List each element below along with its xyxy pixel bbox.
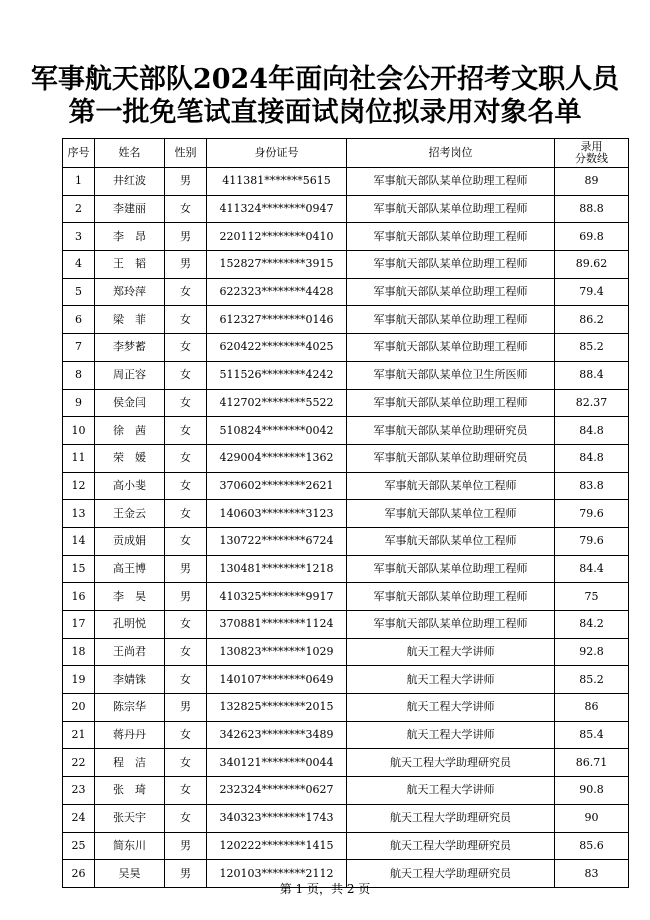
cell-position: 军事航天部队某单位助理工程师 (347, 334, 555, 362)
cell-id-number: 622323********4428 (207, 278, 347, 306)
cell-score: 89.62 (555, 251, 629, 279)
cell-id-number: 510824********0042 (207, 417, 347, 445)
cell-name: 吴昊 (95, 860, 165, 888)
cell-name: 李婧铢 (95, 666, 165, 694)
cell-score: 84.4 (555, 555, 629, 583)
cell-id-number: 620422********4025 (207, 334, 347, 362)
cell-seq: 20 (63, 694, 95, 722)
document-title-line1: 军事航天部队2024年面向社会公开招考文职人员 (30, 64, 620, 95)
cell-name: 李梦蓄 (95, 334, 165, 362)
cell-name: 孔明悦 (95, 611, 165, 639)
cell-id-number: 130823********1029 (207, 638, 347, 666)
cell-id-number: 612327********0146 (207, 306, 347, 334)
cell-name: 简东川 (95, 832, 165, 860)
cell-score: 85.2 (555, 334, 629, 362)
cell-score: 82.37 (555, 389, 629, 417)
cell-seq: 12 (63, 472, 95, 500)
cell-score: 83 (555, 860, 629, 888)
cell-seq: 15 (63, 555, 95, 583)
cell-name: 李 昊 (95, 583, 165, 611)
cell-position: 航天工程大学助理研究员 (347, 832, 555, 860)
cell-name: 梁 菲 (95, 306, 165, 334)
cell-gender: 女 (165, 417, 207, 445)
cell-position: 军事航天部队某单位助理工程师 (347, 195, 555, 223)
cell-score: 75 (555, 583, 629, 611)
cell-id-number: 120103********2112 (207, 860, 347, 888)
cell-gender: 女 (165, 361, 207, 389)
cell-gender: 男 (165, 555, 207, 583)
header-score (555, 139, 629, 168)
candidate-table (62, 138, 629, 888)
cell-id-number: 130722********6724 (207, 527, 347, 555)
header-name: 姓名 (95, 139, 165, 168)
cell-name: 陈宗华 (95, 694, 165, 722)
cell-id-number: 220112********0410 (207, 223, 347, 251)
cell-id-number: 132825********2015 (207, 694, 347, 722)
cell-id-number: 370602********2621 (207, 472, 347, 500)
page-indicator: 第 1 页，共 2 页 (279, 882, 371, 896)
cell-name: 蒋丹丹 (95, 721, 165, 749)
cell-gender: 男 (165, 832, 207, 860)
cell-name: 周正容 (95, 361, 165, 389)
cell-score: 83.8 (555, 472, 629, 500)
cell-gender: 女 (165, 721, 207, 749)
cell-position: 军事航天部队某单位助理研究员 (347, 444, 555, 472)
cell-name: 荣 媛 (95, 444, 165, 472)
table-row (63, 223, 629, 251)
cell-position: 航天工程大学讲师 (347, 694, 555, 722)
table-row (63, 334, 629, 362)
cell-gender: 女 (165, 666, 207, 694)
cell-seq: 19 (63, 666, 95, 694)
header-score-line1: 录用 (580, 140, 603, 153)
cell-seq: 17 (63, 611, 95, 639)
cell-id-number: 232324********0627 (207, 777, 347, 805)
table-row (63, 527, 629, 555)
cell-name: 张 琦 (95, 777, 165, 805)
cell-position: 航天工程大学讲师 (347, 666, 555, 694)
cell-name: 侯金闫 (95, 389, 165, 417)
cell-position: 航天工程大学讲师 (347, 721, 555, 749)
cell-seq: 25 (63, 832, 95, 860)
cell-seq: 1 (63, 168, 95, 196)
table-row (63, 500, 629, 528)
cell-seq: 21 (63, 721, 95, 749)
header-gender: 性别 (165, 139, 207, 168)
cell-score: 88.8 (555, 195, 629, 223)
table-row (63, 611, 629, 639)
cell-seq: 13 (63, 500, 95, 528)
table-header-row (63, 139, 629, 168)
cell-score: 79.6 (555, 500, 629, 528)
cell-seq: 5 (63, 278, 95, 306)
table-row (63, 168, 629, 196)
cell-id-number: 429004********1362 (207, 444, 347, 472)
table-row (63, 389, 629, 417)
cell-gender: 男 (165, 583, 207, 611)
cell-name: 高小斐 (95, 472, 165, 500)
cell-position: 军事航天部队某单位助理工程师 (347, 223, 555, 251)
cell-seq: 16 (63, 583, 95, 611)
cell-seq: 6 (63, 306, 95, 334)
table-row (63, 278, 629, 306)
cell-score: 86 (555, 694, 629, 722)
cell-id-number: 412702********5522 (207, 389, 347, 417)
cell-seq: 4 (63, 251, 95, 279)
cell-gender: 女 (165, 278, 207, 306)
table-row (63, 749, 629, 777)
cell-position: 军事航天部队某单位助理工程师 (347, 251, 555, 279)
table-row (63, 832, 629, 860)
cell-score: 85.6 (555, 832, 629, 860)
cell-id-number: 511526********4242 (207, 361, 347, 389)
table-row (63, 666, 629, 694)
header-id-number: 身份证号 (207, 139, 347, 168)
cell-seq: 3 (63, 223, 95, 251)
cell-gender: 女 (165, 527, 207, 555)
cell-position: 军事航天部队某单位助理工程师 (347, 611, 555, 639)
cell-position: 军事航天部队某单位助理工程师 (347, 555, 555, 583)
cell-gender: 女 (165, 749, 207, 777)
cell-gender: 女 (165, 638, 207, 666)
cell-gender: 男 (165, 168, 207, 196)
cell-position: 航天工程大学助理研究员 (347, 804, 555, 832)
cell-score: 79.6 (555, 527, 629, 555)
cell-id-number: 140107********0649 (207, 666, 347, 694)
cell-name: 井红波 (95, 168, 165, 196)
cell-score: 84.8 (555, 444, 629, 472)
cell-gender: 男 (165, 860, 207, 888)
cell-score: 86.71 (555, 749, 629, 777)
cell-score: 88.4 (555, 361, 629, 389)
header-position: 招考岗位 (347, 139, 555, 168)
cell-gender: 女 (165, 195, 207, 223)
cell-seq: 10 (63, 417, 95, 445)
cell-position: 航天工程大学助理研究员 (347, 749, 555, 777)
cell-name: 王 韬 (95, 251, 165, 279)
cell-gender: 男 (165, 251, 207, 279)
cell-seq: 2 (63, 195, 95, 223)
cell-position: 航天工程大学讲师 (347, 777, 555, 805)
cell-seq: 23 (63, 777, 95, 805)
cell-name: 王金云 (95, 500, 165, 528)
cell-seq: 8 (63, 361, 95, 389)
cell-position: 航天工程大学助理研究员 (347, 860, 555, 888)
cell-seq: 11 (63, 444, 95, 472)
cell-id-number: 411324********0947 (207, 195, 347, 223)
cell-gender: 女 (165, 500, 207, 528)
cell-score: 79.4 (555, 278, 629, 306)
table-row (63, 638, 629, 666)
cell-gender: 女 (165, 472, 207, 500)
cell-seq: 7 (63, 334, 95, 362)
cell-name: 徐 茜 (95, 417, 165, 445)
table-row (63, 417, 629, 445)
cell-score: 90 (555, 804, 629, 832)
cell-gender: 女 (165, 611, 207, 639)
cell-gender: 女 (165, 306, 207, 334)
cell-id-number: 410325********9917 (207, 583, 347, 611)
cell-gender: 女 (165, 777, 207, 805)
cell-score: 85.4 (555, 721, 629, 749)
cell-gender: 男 (165, 223, 207, 251)
cell-id-number: 411381*******5615 (207, 168, 347, 196)
table-row (63, 195, 629, 223)
table-row (63, 583, 629, 611)
cell-id-number: 342623********3489 (207, 721, 347, 749)
cell-id-number: 140603********3123 (207, 500, 347, 528)
cell-name: 高王博 (95, 555, 165, 583)
table-body (63, 168, 629, 888)
table-row (63, 444, 629, 472)
cell-score: 90.8 (555, 777, 629, 805)
cell-position: 军事航天部队某单位助理工程师 (347, 278, 555, 306)
cell-score: 86.2 (555, 306, 629, 334)
cell-position: 航天工程大学讲师 (347, 638, 555, 666)
cell-score: 69.8 (555, 223, 629, 251)
cell-gender: 女 (165, 444, 207, 472)
cell-name: 李建丽 (95, 195, 165, 223)
table-row (63, 306, 629, 334)
cell-seq: 14 (63, 527, 95, 555)
cell-seq: 22 (63, 749, 95, 777)
cell-position: 军事航天部队某单位助理工程师 (347, 168, 555, 196)
table-row (63, 472, 629, 500)
table-row (63, 804, 629, 832)
cell-id-number: 340323********1743 (207, 804, 347, 832)
cell-id-number: 120222********1415 (207, 832, 347, 860)
table-header (63, 139, 629, 168)
table-row (63, 251, 629, 279)
cell-gender: 女 (165, 334, 207, 362)
cell-name: 李 昂 (95, 223, 165, 251)
cell-name: 王尚君 (95, 638, 165, 666)
cell-name: 程 洁 (95, 749, 165, 777)
cell-position: 军事航天部队某单位助理研究员 (347, 417, 555, 445)
table-row (63, 361, 629, 389)
cell-id-number: 340121********0044 (207, 749, 347, 777)
cell-seq: 24 (63, 804, 95, 832)
cell-position: 军事航天部队某单位助理工程师 (347, 583, 555, 611)
cell-score: 84.2 (555, 611, 629, 639)
document-title-line2: 第一批免笔试直接面试岗位拟录用对象名单 (68, 97, 582, 128)
cell-id-number: 152827********3915 (207, 251, 347, 279)
cell-seq: 26 (63, 860, 95, 888)
table-row (63, 721, 629, 749)
cell-position: 军事航天部队某单位卫生所医师 (347, 361, 555, 389)
cell-position: 军事航天部队某单位工程师 (347, 500, 555, 528)
cell-seq: 9 (63, 389, 95, 417)
cell-score: 89 (555, 168, 629, 196)
header-seq: 序号 (63, 139, 95, 168)
cell-position: 军事航天部队某单位助理工程师 (347, 389, 555, 417)
cell-id-number: 370881********1124 (207, 611, 347, 639)
cell-position: 军事航天部队某单位助理工程师 (347, 306, 555, 334)
cell-seq: 18 (63, 638, 95, 666)
table-row (63, 694, 629, 722)
cell-score: 84.8 (555, 417, 629, 445)
cell-score: 92.8 (555, 638, 629, 666)
cell-name: 张天宇 (95, 804, 165, 832)
table-row (63, 555, 629, 583)
cell-name: 贡成娟 (95, 527, 165, 555)
cell-name: 郑玲萍 (95, 278, 165, 306)
cell-gender: 男 (165, 694, 207, 722)
header-score-line2: 分数线 (575, 152, 608, 165)
cell-id-number: 130481********1218 (207, 555, 347, 583)
cell-position: 军事航天部队某单位工程师 (347, 472, 555, 500)
cell-position: 军事航天部队某单位工程师 (347, 527, 555, 555)
cell-gender: 女 (165, 804, 207, 832)
cell-gender: 女 (165, 389, 207, 417)
cell-score: 85.2 (555, 666, 629, 694)
table-row (63, 777, 629, 805)
